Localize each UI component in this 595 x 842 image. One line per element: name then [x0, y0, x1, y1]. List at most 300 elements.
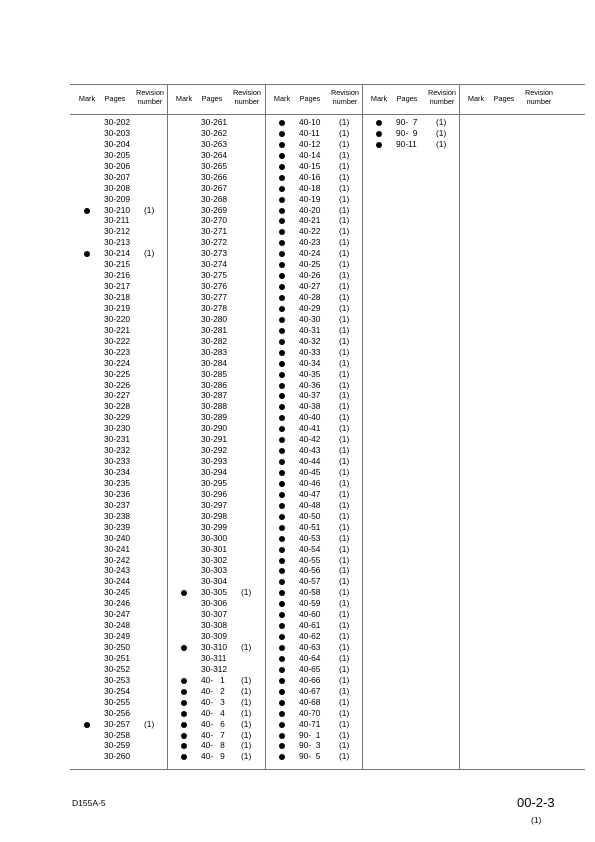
table-row	[167, 194, 264, 205]
table-row	[167, 489, 264, 500]
table-row	[167, 161, 264, 172]
table-row	[70, 380, 167, 391]
table-row	[70, 270, 167, 281]
page-number-cell: 40-22	[299, 226, 321, 237]
table-row	[265, 555, 362, 566]
page-number-cell: 30-305	[201, 587, 228, 598]
table-row	[265, 576, 362, 587]
revision-number-cell: (1)	[339, 740, 350, 751]
page-number-cell: 30-270	[201, 215, 228, 226]
table-row	[167, 358, 264, 369]
revision-mark-icon	[279, 306, 285, 312]
revision-mark-icon	[279, 284, 285, 290]
header-pages: Pages	[299, 94, 321, 103]
table-row	[265, 117, 362, 128]
page-number-cell: 30-308	[201, 620, 228, 631]
page-number-cell: 30-228	[104, 401, 131, 412]
table-row	[265, 664, 362, 675]
table-row	[265, 445, 362, 456]
table-row	[265, 303, 362, 314]
page-number-cell: 30-311	[201, 652, 227, 663]
table-row	[265, 598, 362, 609]
revision-mark-icon	[279, 197, 285, 203]
table-row	[70, 544, 167, 555]
header-pages: Pages	[396, 94, 418, 103]
page-number-cell: 30-254	[104, 685, 131, 696]
revision-number-cell: (1)	[339, 127, 350, 138]
table-row	[70, 325, 167, 336]
table-row	[167, 522, 264, 533]
revision-number-cell: (1)	[339, 729, 350, 740]
revision-number-cell: (1)	[339, 138, 350, 149]
revision-number-cell: (1)	[339, 718, 350, 729]
page-number-cell: 40- 2	[201, 685, 225, 696]
table-row	[265, 325, 362, 336]
page-revision: (1)	[531, 815, 542, 825]
revision-mark-icon	[376, 142, 382, 148]
revision-mark-icon	[279, 361, 285, 367]
revision-mark-icon	[279, 525, 285, 531]
page-number-cell: 30-287	[201, 390, 228, 401]
page-number-cell: 40-45	[299, 467, 321, 477]
table-row	[167, 390, 264, 401]
table-row	[70, 576, 167, 587]
revision-number-cell: (1)	[144, 718, 155, 729]
page-number-cell: 30-290	[201, 423, 228, 434]
page-number-cell: 30-281	[201, 324, 228, 335]
page-number-cell: 40-14	[299, 149, 321, 160]
table-row	[265, 423, 362, 434]
revision-number-cell: (1)	[339, 292, 350, 302]
page-number-cell: 30-221	[104, 324, 131, 335]
revision-mark-icon	[279, 120, 285, 126]
page-number-cell: 30-205	[104, 149, 131, 160]
revision-mark-icon	[279, 240, 285, 246]
revision-mark-icon	[279, 251, 285, 257]
header-revision-number: Revision number	[136, 88, 164, 106]
table-row	[265, 128, 362, 139]
header-revision-number: Revision number	[331, 88, 359, 106]
table-row	[265, 380, 362, 391]
page-number-cell: 30-260	[104, 751, 131, 762]
table-row	[167, 270, 264, 281]
revision-number-cell: (1)	[339, 554, 350, 565]
revision-number-cell: (1)	[241, 685, 252, 696]
page-number-cell: 40-54	[299, 543, 321, 554]
page-number-cell: 40-26	[299, 270, 321, 281]
revision-number-cell: (1)	[339, 663, 350, 674]
page-number-cell: 30-218	[104, 292, 131, 302]
page-number-cell: 30-222	[104, 335, 131, 346]
table-row	[70, 161, 167, 172]
table-row	[265, 489, 362, 500]
page-number-cell: 30-215	[104, 259, 131, 270]
revision-number-cell: (1)	[241, 587, 252, 598]
table-row	[70, 620, 167, 631]
table-row	[167, 751, 264, 762]
page-number-cell: 90- 9	[396, 127, 418, 138]
page-number: 00-2-3	[517, 795, 555, 810]
page-number-cell: 30-214	[104, 248, 131, 259]
table-row	[70, 336, 167, 347]
table-row	[265, 697, 362, 708]
table-row	[70, 478, 167, 489]
page-number-cell: 30-217	[104, 281, 131, 292]
page-number-cell: 90- 3	[299, 740, 321, 751]
revision-number-cell: (1)	[339, 204, 350, 215]
table-row	[70, 117, 167, 128]
page-number-cell: 40-25	[299, 259, 321, 270]
table-row	[70, 314, 167, 325]
revision-mark-icon	[279, 383, 285, 389]
table-row	[265, 522, 362, 533]
revision-mark-icon	[181, 678, 187, 684]
page-number-cell: 40-64	[299, 652, 321, 663]
page-number-cell: 30-234	[104, 467, 131, 477]
table-row	[70, 139, 167, 150]
revision-number-cell: (1)	[339, 696, 350, 707]
page-number-cell: 30-278	[201, 302, 228, 313]
revision-number-cell: (1)	[339, 412, 350, 423]
revision-number-cell: (1)	[241, 729, 252, 740]
page-number-cell: 30-302	[201, 554, 228, 565]
table-row	[70, 259, 167, 270]
table-row	[70, 467, 167, 478]
page-number-cell: 30-286	[201, 379, 228, 390]
page-number-cell: 30-273	[201, 248, 228, 259]
page-number-cell: 40-42	[299, 434, 321, 445]
table-row	[70, 642, 167, 653]
revision-number-cell: (1)	[339, 543, 350, 554]
table-row	[167, 183, 264, 194]
revision-number-cell: (1)	[241, 718, 252, 729]
page-number-cell: 40-35	[299, 368, 321, 379]
table-row	[70, 248, 167, 259]
revision-number-cell: (1)	[339, 631, 350, 642]
table-row	[70, 292, 167, 303]
table-row	[362, 128, 459, 139]
revision-mark-icon	[279, 481, 285, 487]
page-number-cell: 30-293	[201, 456, 228, 467]
page-number-cell: 30-231	[104, 434, 131, 445]
page-number-cell: 40-19	[299, 193, 321, 204]
table-row	[265, 161, 362, 172]
page-number-cell: 30-244	[104, 576, 131, 587]
table-row	[70, 609, 167, 620]
page-number-cell: 30-288	[201, 401, 228, 412]
revision-mark-icon	[279, 667, 285, 673]
revision-number-cell: (1)	[339, 532, 350, 543]
revision-number-cell: (1)	[339, 270, 350, 281]
revision-number-cell: (1)	[339, 357, 350, 368]
page-number-cell: 30-306	[201, 598, 228, 609]
page-number-cell: 30-240	[104, 532, 131, 543]
page-number-cell: 40-56	[299, 565, 321, 576]
page-number-cell: 30-299	[201, 521, 228, 532]
revision-number-cell: (1)	[339, 401, 350, 412]
table-row	[265, 544, 362, 555]
page-number-cell: 30-209	[104, 193, 131, 204]
revision-mark-icon	[279, 470, 285, 476]
page-number-cell: 30-235	[104, 477, 131, 488]
table-row	[70, 708, 167, 719]
page-number-cell: 40- 7	[201, 729, 225, 740]
table-row	[265, 292, 362, 303]
revision-mark-icon	[279, 689, 285, 695]
page-number-cell: 40-67	[299, 685, 321, 696]
revision-mark-icon	[279, 536, 285, 542]
page-number-cell: 40-66	[299, 674, 321, 685]
page-number-cell: 40-57	[299, 576, 321, 587]
page-number-cell: 30-248	[104, 620, 131, 631]
revision-number-cell: (1)	[339, 423, 350, 434]
page-number-cell: 30-285	[201, 368, 228, 379]
revision-number-cell: (1)	[339, 609, 350, 620]
revision-mark-icon	[279, 328, 285, 334]
page-number-cell: 30-226	[104, 379, 131, 390]
page-number-cell: 40-53	[299, 532, 321, 543]
revision-number-cell: (1)	[339, 149, 350, 160]
table-row	[70, 740, 167, 751]
page-number-cell: 40-55	[299, 554, 321, 565]
revision-mark-icon	[279, 700, 285, 706]
page-number-cell: 40-10	[299, 117, 321, 127]
page-number-cell: 30-266	[201, 171, 228, 182]
revision-mark-icon	[181, 754, 187, 760]
revision-mark-icon	[279, 404, 285, 410]
table-row	[265, 172, 362, 183]
page-number-cell: 40-31	[299, 324, 321, 335]
page-number-cell: 30-247	[104, 609, 131, 620]
page-number-cell: 30-224	[104, 357, 131, 368]
table-row	[167, 248, 264, 259]
table-row	[167, 215, 264, 226]
table-bottom-rule	[70, 769, 585, 770]
header-pages: Pages	[201, 94, 223, 103]
table-row	[265, 653, 362, 664]
revision-number-cell: (1)	[339, 182, 350, 193]
header-mark: Mark	[273, 94, 291, 103]
table-row	[70, 653, 167, 664]
table-row	[167, 117, 264, 128]
table-row	[265, 314, 362, 325]
column-divider	[362, 84, 363, 769]
revision-mark-icon	[279, 503, 285, 509]
revision-mark-icon	[279, 208, 285, 214]
page-number-cell: 30-277	[201, 292, 228, 302]
page-number-cell: 30-310	[201, 642, 228, 652]
table-row	[265, 500, 362, 511]
table-row	[167, 139, 264, 150]
page-number-cell: 30-265	[201, 160, 228, 171]
table-row	[167, 237, 264, 248]
page-column	[362, 117, 459, 150]
revision-mark-icon	[279, 142, 285, 148]
page-number-cell: 40-16	[299, 171, 321, 182]
table-row	[167, 664, 264, 675]
table-row	[70, 390, 167, 401]
page-number-cell: 30-259	[104, 740, 131, 751]
revision-number-cell: (1)	[339, 259, 350, 270]
page-number-cell: 30-312	[201, 663, 228, 674]
page-number-cell: 40- 9	[201, 751, 225, 762]
table-row	[265, 139, 362, 150]
table-row	[70, 150, 167, 161]
page-number-cell: 30-257	[104, 718, 131, 729]
table-row	[167, 587, 264, 598]
revision-mark-icon	[279, 656, 285, 662]
table-row	[70, 489, 167, 500]
header-revision-number: Revision number	[428, 88, 456, 106]
revision-number-cell: (1)	[339, 598, 350, 609]
table-row	[167, 380, 264, 391]
table-row	[265, 237, 362, 248]
page-number-cell: 30-238	[104, 510, 131, 521]
page-number-cell: 90-11	[396, 138, 417, 149]
table-row	[70, 686, 167, 697]
table-row	[265, 456, 362, 467]
revision-mark-icon	[181, 590, 187, 596]
revision-number-cell: (1)	[339, 510, 350, 521]
revision-number-cell: (1)	[144, 248, 155, 259]
revision-mark-icon	[279, 514, 285, 520]
page-number-cell: 40-51	[299, 521, 321, 532]
header-revision-number: Revision number	[525, 88, 553, 106]
table-row	[167, 369, 264, 380]
page-number-cell: 30-245	[104, 587, 131, 598]
table-row	[265, 478, 362, 489]
revision-number-cell: (1)	[339, 368, 350, 379]
page-number-cell: 40-12	[299, 138, 321, 149]
revision-number-cell: (1)	[339, 193, 350, 204]
table-row	[167, 598, 264, 609]
revision-mark-icon	[279, 754, 285, 760]
page-number-cell: 30-207	[104, 171, 131, 182]
table-row	[167, 423, 264, 434]
page-number-cell: 30-282	[201, 335, 228, 346]
revision-number-cell: (1)	[339, 707, 350, 718]
revision-mark-icon	[181, 645, 187, 651]
table-row	[265, 686, 362, 697]
page-number-cell: 30-241	[104, 543, 131, 554]
page-number-cell: 40-60	[299, 609, 321, 620]
page-number-cell: 40-15	[299, 160, 321, 171]
page-number-cell: 30-223	[104, 346, 131, 357]
page-number-cell: 30-261	[201, 117, 228, 127]
revision-number-cell: (1)	[339, 281, 350, 292]
table-row	[70, 533, 167, 544]
page-number-cell: 40-41	[299, 423, 321, 434]
revision-mark-icon	[376, 131, 382, 137]
table-row	[167, 631, 264, 642]
table-row	[167, 150, 264, 161]
table-row	[265, 675, 362, 686]
revision-mark-icon	[279, 131, 285, 137]
page-number-cell: 40-61	[299, 620, 321, 631]
revision-mark-icon	[279, 393, 285, 399]
revision-number-cell: (1)	[339, 521, 350, 532]
revision-number-cell: (1)	[339, 642, 350, 652]
revision-mark-icon	[181, 711, 187, 717]
revision-mark-icon	[279, 437, 285, 443]
table-row	[167, 456, 264, 467]
revision-mark-icon	[181, 689, 187, 695]
revision-mark-icon	[376, 120, 382, 126]
page-number-cell: 40-38	[299, 401, 321, 412]
revision-number-cell: (1)	[339, 215, 350, 226]
table-row	[265, 533, 362, 544]
page-number-cell: 30-220	[104, 313, 131, 324]
table-row	[167, 412, 264, 423]
table-row	[167, 533, 264, 544]
table-row	[167, 576, 264, 587]
revision-number-cell: (1)	[339, 302, 350, 313]
table-row	[70, 369, 167, 380]
page-column	[265, 117, 362, 762]
header-mark: Mark	[467, 94, 485, 103]
table-row	[167, 226, 264, 237]
page-number-cell: 30-294	[201, 467, 228, 477]
page-number-cell: 40-34	[299, 357, 321, 368]
table-row	[265, 740, 362, 751]
table-row	[70, 522, 167, 533]
revision-number-cell: (1)	[339, 477, 350, 488]
revision-number-cell: (1)	[436, 117, 447, 127]
revision-number-cell: (1)	[339, 499, 350, 510]
header-revision-number: Revision number	[233, 88, 261, 106]
table-row	[362, 117, 459, 128]
table-row	[265, 248, 362, 259]
table-top-rule	[70, 84, 585, 85]
table-row	[70, 423, 167, 434]
revision-mark-icon	[279, 459, 285, 465]
page-number-cell: 30-309	[201, 631, 228, 642]
page-number-cell: 30-303	[201, 565, 228, 576]
table-row	[265, 730, 362, 741]
revision-mark-icon	[84, 251, 90, 257]
page-number-cell: 30-229	[104, 412, 131, 423]
table-row	[167, 205, 264, 216]
table-row	[265, 390, 362, 401]
table-row	[265, 620, 362, 631]
page-number-cell: 30-297	[201, 499, 228, 510]
page-number-cell: 30-211	[104, 215, 130, 226]
table-row	[167, 642, 264, 653]
table-row	[265, 412, 362, 423]
table-row	[70, 215, 167, 226]
page-number-cell: 40-46	[299, 477, 321, 488]
page-number-cell: 30-237	[104, 499, 131, 510]
revision-number-cell: (1)	[339, 379, 350, 390]
table-row	[167, 697, 264, 708]
page-number-cell: 40-62	[299, 631, 321, 642]
table-row	[70, 237, 167, 248]
page-number-cell: 30-264	[201, 149, 228, 160]
revision-number-cell: (1)	[339, 565, 350, 576]
table-row	[265, 587, 362, 598]
table-row	[70, 281, 167, 292]
revision-number-cell: (1)	[241, 751, 252, 762]
table-row	[167, 609, 264, 620]
revision-mark-icon	[279, 339, 285, 345]
page-number-cell: 30-219	[104, 302, 131, 313]
table-row	[70, 719, 167, 730]
page-number-cell: 30-276	[201, 281, 228, 292]
page-number-cell: 30-208	[104, 182, 131, 193]
revision-mark-icon	[279, 317, 285, 323]
page-number-cell: 40- 8	[201, 740, 225, 751]
table-row	[265, 751, 362, 762]
